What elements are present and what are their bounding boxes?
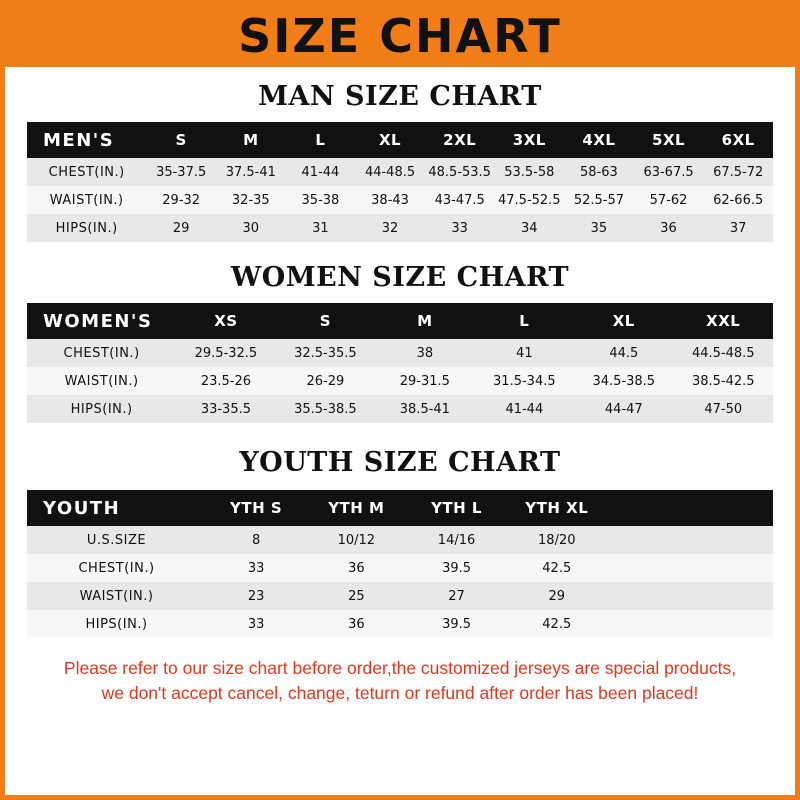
cell: 35-37.5: [146, 158, 216, 186]
table-row: [27, 158, 773, 186]
cell: 38.5-42.5: [674, 367, 773, 395]
table-header-row: [27, 122, 773, 158]
column-header: YTH S: [206, 490, 306, 526]
cell: 32: [355, 214, 425, 242]
cell: 38.5-41: [375, 395, 474, 423]
cell: 30: [216, 214, 286, 242]
column-header: S: [146, 122, 216, 158]
women-section-title: WOMEN SIZE CHART: [230, 262, 570, 293]
table-row: [27, 526, 773, 554]
banner: [5, 5, 795, 67]
cell: 31: [286, 214, 356, 242]
footer-note: [27, 656, 773, 707]
column-header: 5XL: [634, 122, 704, 158]
cell: 53.5-58: [494, 158, 564, 186]
cell: 39.5: [406, 610, 506, 638]
cell: 63-67.5: [634, 158, 704, 186]
cell: 37: [703, 214, 773, 242]
cell: 36: [306, 554, 406, 582]
column-header: XL: [574, 303, 673, 339]
column-header: S: [276, 303, 375, 339]
cell: 32.5-35.5: [276, 339, 375, 367]
cell: 35-38: [286, 186, 356, 214]
cell: 35: [564, 214, 634, 242]
row-label: WAIST(IN.): [27, 367, 176, 395]
row-label: CHEST(IN.): [27, 339, 176, 367]
column-header: 3XL: [494, 122, 564, 158]
cell: 36: [306, 610, 406, 638]
cell: 33: [425, 214, 495, 242]
table-row: [27, 186, 773, 214]
cell: 33: [206, 610, 306, 638]
table-row: [27, 582, 773, 610]
table-row: [27, 339, 773, 367]
table-row: [27, 367, 773, 395]
cell-empty: [607, 554, 773, 582]
column-header: YTH L: [406, 490, 506, 526]
table-row: [27, 610, 773, 638]
cell: 47.5-52.5: [494, 186, 564, 214]
cell: 34: [494, 214, 564, 242]
column-header: 6XL: [703, 122, 773, 158]
cell: 37.5-41: [216, 158, 286, 186]
cell: 29: [146, 214, 216, 242]
cell: 38-43: [355, 186, 425, 214]
column-header: L: [286, 122, 356, 158]
column-header: YTH XL: [507, 490, 607, 526]
column-header: 4XL: [564, 122, 634, 158]
cell: 42.5: [507, 554, 607, 582]
cell: 67.5-72: [703, 158, 773, 186]
cell: 27: [406, 582, 506, 610]
column-header: XL: [355, 122, 425, 158]
youth-size-table: [27, 490, 773, 638]
cell: 42.5: [507, 610, 607, 638]
youth-section-title: YOUTH SIZE CHART: [239, 447, 561, 478]
cell: 48.5-53.5: [425, 158, 495, 186]
man-size-table: [27, 122, 773, 242]
cell: 43-47.5: [425, 186, 495, 214]
column-header: XS: [176, 303, 275, 339]
cell: 18/20: [507, 526, 607, 554]
man-section-title: MAN SIZE CHART: [258, 81, 542, 112]
row-label: CHEST(IN.): [27, 158, 146, 186]
cell: 31.5-34.5: [475, 367, 574, 395]
cell: 23: [206, 582, 306, 610]
cell: 33-35.5: [176, 395, 275, 423]
row-label: U.S.SIZE: [27, 526, 206, 554]
row-label: HIPS(IN.): [27, 214, 146, 242]
header-spacer: [607, 490, 773, 526]
column-header: 2XL: [425, 122, 495, 158]
row-label: WAIST(IN.): [27, 186, 146, 214]
cell: 33: [206, 554, 306, 582]
table-row: [27, 395, 773, 423]
table-header-row: [27, 303, 773, 339]
cell: 44.5: [574, 339, 673, 367]
cell: 10/12: [306, 526, 406, 554]
column-header: YOUTH: [27, 490, 206, 526]
cell: 52.5-57: [564, 186, 634, 214]
column-header: MEN'S: [27, 122, 146, 158]
table-header-row: [27, 490, 773, 526]
cell: 29: [507, 582, 607, 610]
banner-title: SIZE CHART: [238, 9, 562, 63]
cell: 29-31.5: [375, 367, 474, 395]
cell: 62-66.5: [703, 186, 773, 214]
cell: 36: [634, 214, 704, 242]
cell: 58-63: [564, 158, 634, 186]
cell: 26-29: [276, 367, 375, 395]
cell: 41-44: [475, 395, 574, 423]
cell: 32-35: [216, 186, 286, 214]
column-header: L: [475, 303, 574, 339]
column-header: YTH M: [306, 490, 406, 526]
cell: 29-32: [146, 186, 216, 214]
cell: 29.5-32.5: [176, 339, 275, 367]
row-label: CHEST(IN.): [27, 554, 206, 582]
footer-note-line-1: Please refer to our size chart before order,the customized jerseys are special products,: [63, 658, 737, 678]
column-header: WOMEN'S: [27, 303, 176, 339]
cell: 35.5-38.5: [276, 395, 375, 423]
cell: 41-44: [286, 158, 356, 186]
table-row: [27, 554, 773, 582]
cell-empty: [607, 526, 773, 554]
cell: 44-48.5: [355, 158, 425, 186]
cell: 44-47: [574, 395, 673, 423]
cell: 57-62: [634, 186, 704, 214]
cell: 14/16: [406, 526, 506, 554]
cell: 34.5-38.5: [574, 367, 673, 395]
column-header: XXL: [674, 303, 773, 339]
row-label: HIPS(IN.): [27, 395, 176, 423]
footer-note-line-2: we don't accept cancel, change, teturn or refund after order has been placed!: [101, 683, 699, 704]
cell: 39.5: [406, 554, 506, 582]
cell: 38: [375, 339, 474, 367]
cell: 47-50: [674, 395, 773, 423]
cell: 41: [475, 339, 574, 367]
cell-empty: [607, 582, 773, 610]
women-size-table: [27, 303, 773, 423]
column-header: M: [375, 303, 474, 339]
cell: 25: [306, 582, 406, 610]
table-row: [27, 214, 773, 242]
row-label: WAIST(IN.): [27, 582, 206, 610]
row-label: HIPS(IN.): [27, 610, 206, 638]
column-header: M: [216, 122, 286, 158]
content: [5, 81, 795, 707]
cell: 23.5-26: [176, 367, 275, 395]
cell: 8: [206, 526, 306, 554]
cell: 44.5-48.5: [674, 339, 773, 367]
cell-empty: [607, 610, 773, 638]
